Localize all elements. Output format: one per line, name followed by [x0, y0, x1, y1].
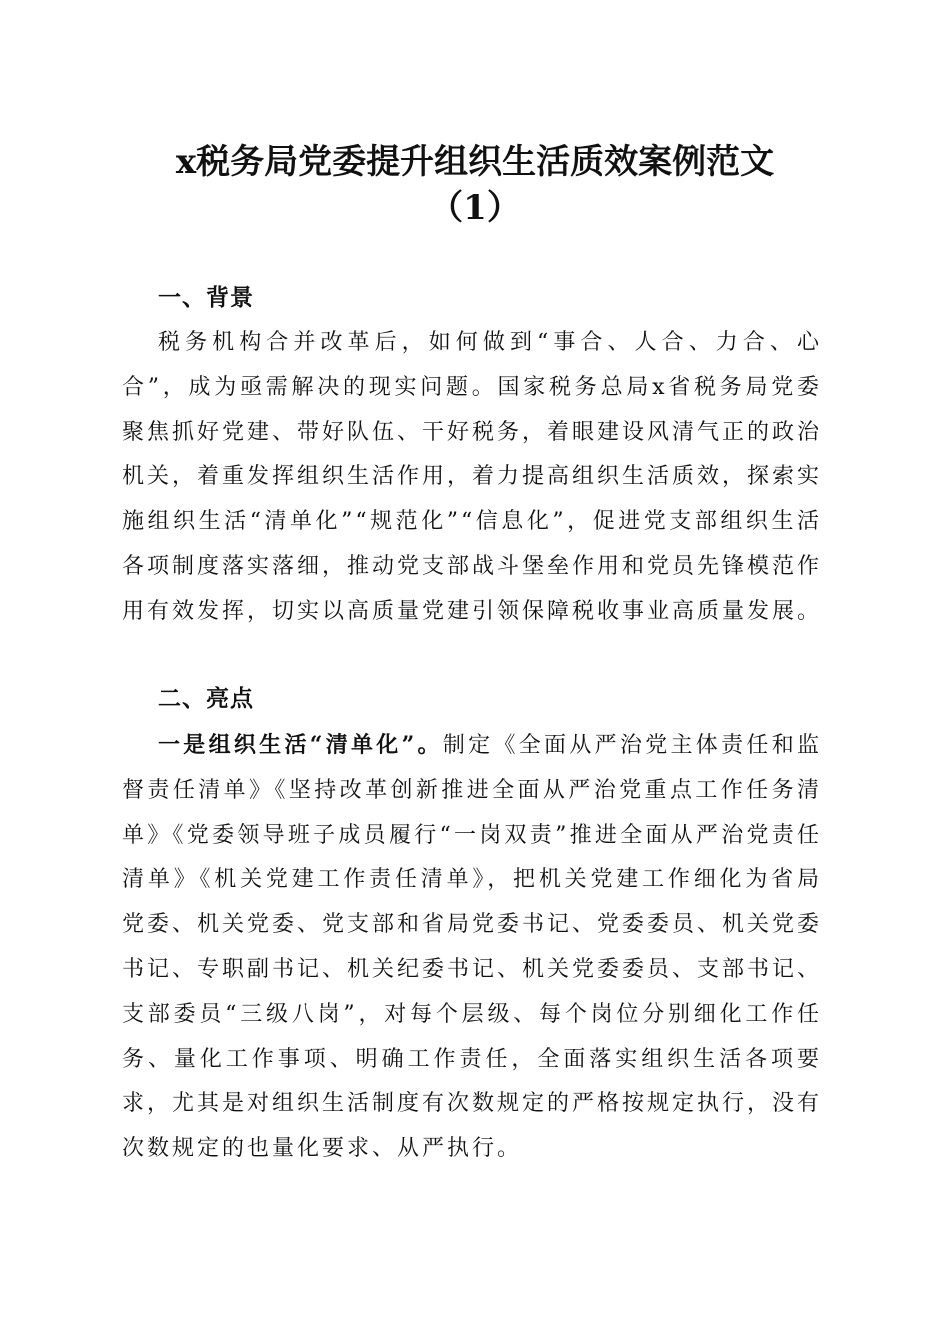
- section-paragraph-highlights: [122, 723, 822, 1172]
- paragraph-body: 制定《全面从严治党主体责任和监督责任清单》《坚持改革创新推进全面从严治党重点工作任务清单》《党委领导班子成员履行“一岗双责”推进全面从严治党责任清单》《机关党建工作责任清单》，把机关党建工作细化为省局党委、机关党委、党支部和省局党委书记、党委委员、机关党委书记、专职副书记、机关纪委书记、机关党委委员、支部书记、支部委员“三级八岗”，对每个层级、每个岗位分别细化工作任务、量化工作事项、明确工作责任，全面落实组织生活各项要求，尤其是对组织生活制度有次数规定的严格按规定执行，没有次数规定的也量化要求、从严执行。: [122, 733, 823, 1162]
- document-title-number: （1）: [429, 188, 521, 228]
- paragraph-lead-sentence: 一是组织生活“清单化”。: [158, 732, 443, 758]
- section-heading-background: 一、背景: [158, 285, 254, 311]
- document-title: x税务局党委提升组织生活质效案例范文: [175, 142, 775, 182]
- section-paragraph-background: 税务机构合并改革后，如何做到“事合、人合、力合、心合”，成为亟需解决的现实问题。国家税务总局x省税务局党委聚焦抓好党建、带好队伍、干好税务，着眼建设风清气正的政治机关，着重发挥组织生活作用，着力提高组织生活质效，探索实施组织生活“清单化”“规范化”“信息化”，促进党支部组织生活各项制度落实落细，推动党支部战斗堡垒作用和党员先锋模范作用有效发挥，切实以高质量党建引领保障税收事业高质量发展。: [122, 330, 823, 624]
- section-heading-highlights: 二、亮点: [158, 686, 254, 712]
